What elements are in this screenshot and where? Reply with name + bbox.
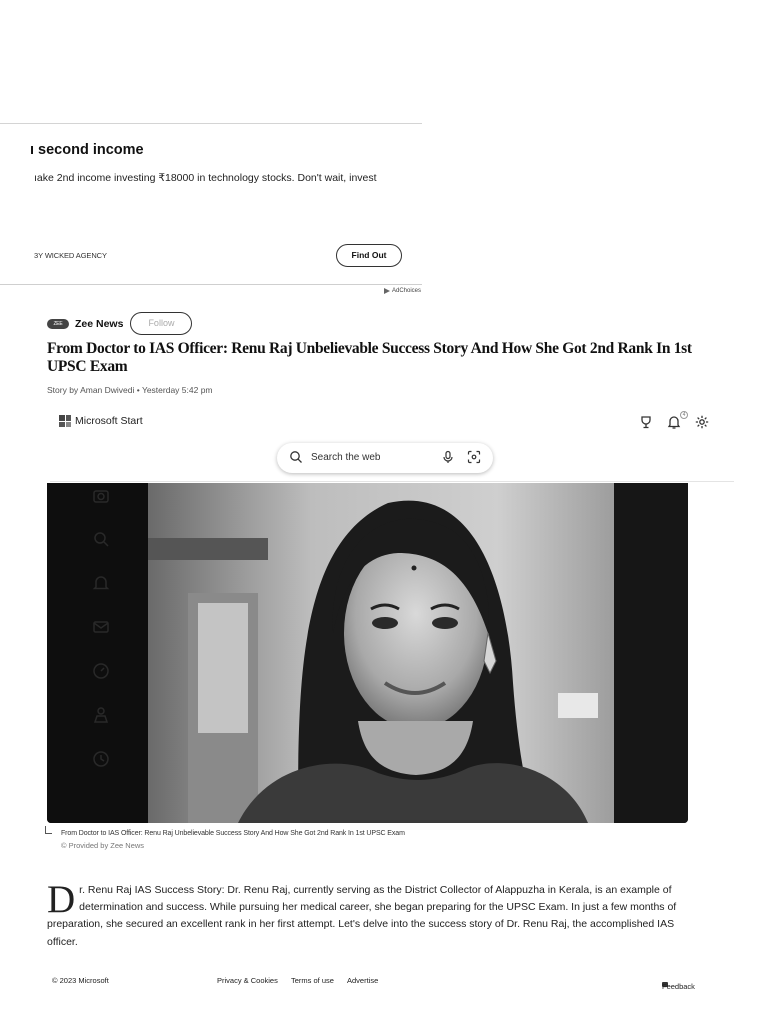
visual-search-icon[interactable]: [467, 450, 481, 464]
ad-description[interactable]: ıake 2nd income investing ₹18000 in technology stocks. Don't wait, invest: [34, 172, 377, 184]
article-paragraph: r. Renu Raj IAS Success Story: Dr. Renu Raj, currently serving as the District Collector of Alappuzha in Kerala, is an example of determination and success. While pursuing her medical career, she began preparing for the UPSC Exam. In just a few months of preparation, she secured an excellent rank in her first attempt. Let's delve into the success story of Dr. Renu Raj, the accomplished IAS officer.: [47, 884, 677, 948]
microsoft-logo-icon: [59, 415, 71, 427]
site-header: [0, 400, 768, 482]
ad-sponsor: 3Y WICKED AGENCY: [34, 251, 107, 260]
publisher-row: [47, 312, 192, 335]
gauge-icon[interactable]: [91, 661, 111, 681]
search-input[interactable]: [311, 452, 441, 463]
ad-divider-top: [0, 123, 422, 124]
adchoices-label: AdChoices: [392, 288, 422, 294]
publisher-name[interactable]: Zee News: [75, 317, 124, 330]
notification-count-badge: 4: [680, 411, 688, 419]
article-title: From Doctor to IAS Officer: Renu Raj Unbelievable Success Story And How She Got 2nd Rank In 1st UPSC Exam: [47, 340, 692, 375]
sponsored-ad[interactable]: [0, 0, 768, 300]
article-byline: Story by Aman Dwivedi • Yesterday 5:42 pm: [47, 385, 213, 395]
camera-icon[interactable]: [91, 486, 111, 506]
publisher-logo[interactable]: ZEE NEWS: [47, 319, 69, 329]
copyright: © 2023 Microsoft: [52, 976, 109, 985]
portrait-photo: [148, 483, 614, 823]
ad-divider-bottom: [0, 284, 422, 285]
article-hero-image[interactable]: [47, 483, 688, 823]
clock-icon[interactable]: [91, 749, 111, 769]
sidebar-rail: [47, 483, 148, 823]
web-search-box[interactable]: [277, 443, 493, 473]
feedback-label: Feedback: [662, 982, 695, 991]
rewards-icon[interactable]: [638, 414, 654, 430]
image-credit: © Provided by Zee News: [61, 841, 145, 850]
gear-icon[interactable]: [694, 414, 710, 430]
microphone-icon[interactable]: [441, 450, 455, 464]
adchoices-icon: [384, 288, 390, 294]
page-footer: [0, 970, 768, 992]
person-icon[interactable]: [91, 705, 111, 725]
bell-icon[interactable]: [91, 573, 111, 593]
caption-marker: [45, 826, 52, 834]
ad-title[interactable]: ı second income: [30, 142, 144, 158]
search-icon[interactable]: [289, 450, 303, 464]
article-body: [47, 878, 687, 951]
terms-of-use-link[interactable]: Terms of use: [291, 976, 334, 985]
adchoices-link[interactable]: [384, 288, 421, 294]
advertise-link[interactable]: Advertise: [347, 976, 379, 985]
privacy-cookies-link[interactable]: Privacy & Cookies: [217, 976, 278, 985]
header-divider: [50, 481, 734, 482]
microsoft-start-logo[interactable]: [59, 415, 143, 427]
mail-icon[interactable]: [91, 617, 111, 637]
image-caption: From Doctor to IAS Officer: Renu Raj Unbelievable Success Story And How She Got 2nd Rank In 1st UPSC Exam: [61, 830, 405, 837]
image-side-panel: [614, 483, 688, 823]
search-icon[interactable]: [91, 529, 111, 549]
brand-name: Microsoft Start: [75, 415, 143, 427]
ad-find-out-button[interactable]: Find Out: [336, 244, 402, 267]
follow-button[interactable]: Follow: [130, 312, 192, 335]
drop-cap: D: [47, 878, 76, 921]
